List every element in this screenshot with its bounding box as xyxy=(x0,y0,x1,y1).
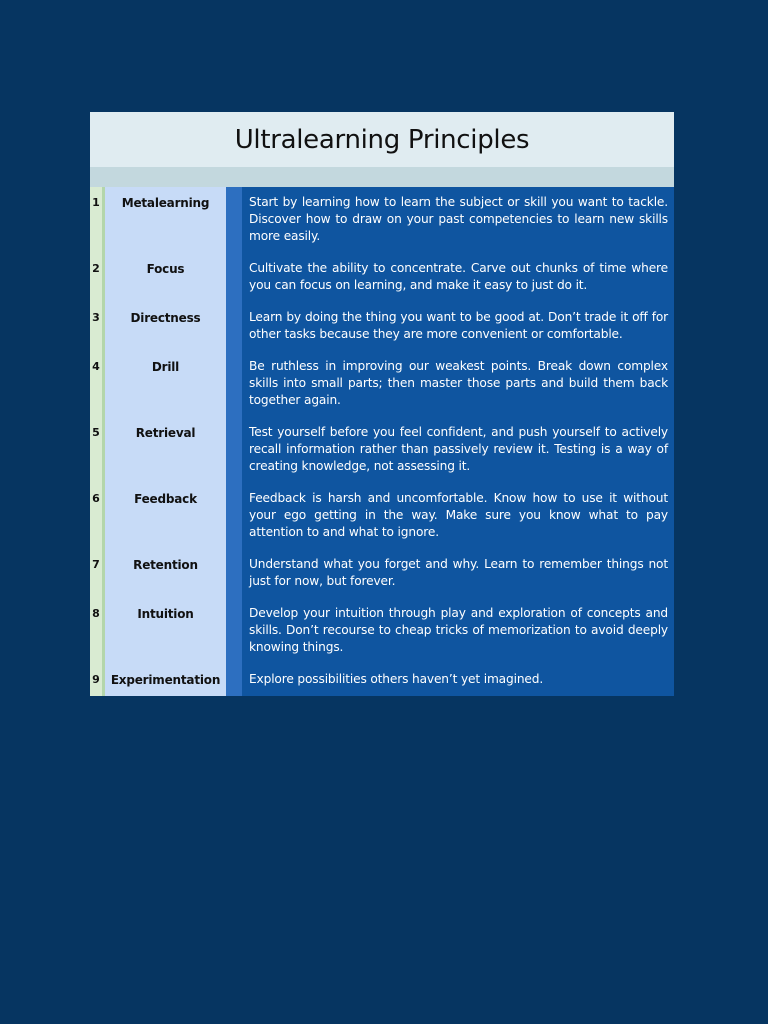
row-stripe xyxy=(226,187,242,253)
table-row xyxy=(90,302,674,351)
principle-name: Metalearning xyxy=(105,187,226,253)
principle-name: Intuition xyxy=(105,598,226,664)
row-number: 5 xyxy=(90,417,105,483)
row-stripe xyxy=(226,351,242,417)
principles-table xyxy=(90,187,674,696)
row-number: 4 xyxy=(90,351,105,417)
row-number: 7 xyxy=(90,549,105,598)
principle-name: Experimentation xyxy=(105,664,226,696)
principle-description: Understand what you forget and why. Learn to remember things not just for now, but forever. xyxy=(242,549,674,598)
header-spacer-bar xyxy=(90,167,674,187)
row-number: 6 xyxy=(90,483,105,549)
table-row xyxy=(90,598,674,664)
row-number: 9 xyxy=(90,664,105,696)
principles-document xyxy=(90,112,674,696)
principle-name: Focus xyxy=(105,253,226,302)
table-row xyxy=(90,417,674,483)
row-stripe xyxy=(226,302,242,351)
principle-description: Be ruthless in improving our weakest points. Break down complex skills into small parts; then master those parts and build them back together again. xyxy=(242,351,674,417)
table-row xyxy=(90,253,674,302)
table-row xyxy=(90,187,674,253)
principle-name: Retention xyxy=(105,549,226,598)
principle-name: Feedback xyxy=(105,483,226,549)
principle-description: Test yourself before you feel confident, and push yourself to actively recall information rather than passively review it. Testing is a way of creating knowledge, not assessing it. xyxy=(242,417,674,483)
title-bar xyxy=(90,112,674,167)
document-title: Ultralearning Principles xyxy=(234,124,530,155)
row-stripe xyxy=(226,417,242,483)
row-stripe xyxy=(226,664,242,696)
principle-description: Develop your intuition through play and exploration of concepts and skills. Don’t recourse to cheap tricks of memorization to avoid deeply knowing things. xyxy=(242,598,674,664)
principle-name: Directness xyxy=(105,302,226,351)
row-number: 8 xyxy=(90,598,105,664)
row-stripe xyxy=(226,549,242,598)
principle-description: Cultivate the ability to concentrate. Carve out chunks of time where you can focus on learning, and make it easy to just do it. xyxy=(242,253,674,302)
table-row xyxy=(90,483,674,549)
row-number: 2 xyxy=(90,253,105,302)
row-stripe xyxy=(226,598,242,664)
principle-description: Learn by doing the thing you want to be good at. Don’t trade it off for other tasks because they are more convenient or comfortable. xyxy=(242,302,674,351)
row-number: 3 xyxy=(90,302,105,351)
principle-description: Explore possibilities others haven’t yet imagined. xyxy=(242,664,674,696)
table-row xyxy=(90,351,674,417)
principle-description: Feedback is harsh and uncomfortable. Know how to use it without your ego getting in the way. Make sure you know what to pay attention to and what to ignore. xyxy=(242,483,674,549)
row-stripe xyxy=(226,253,242,302)
principle-description: Start by learning how to learn the subject or skill you want to tackle. Discover how to draw on your past competencies to learn new skills more easily. xyxy=(242,187,674,253)
principle-name: Retrieval xyxy=(105,417,226,483)
principle-name: Drill xyxy=(105,351,226,417)
row-number: 1 xyxy=(90,187,105,253)
table-row xyxy=(90,664,674,696)
table-row xyxy=(90,549,674,598)
row-stripe xyxy=(226,483,242,549)
